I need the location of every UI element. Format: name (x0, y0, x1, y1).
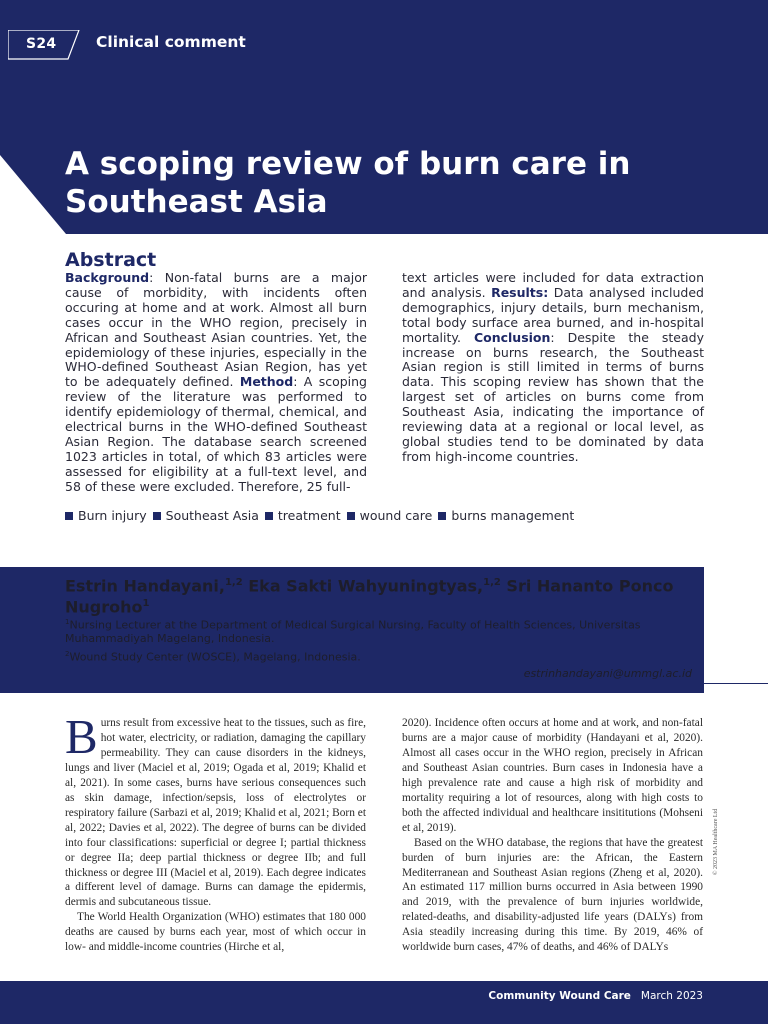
affiliation-mark: 1 (65, 618, 70, 626)
conclusion-text: : Despite the steady increase on burns research, the Southeast Asian region is still limited in terms of burns data. This scoping review has shown that the largest set of articles on burns come from Southeast Asia, indicating the importance of reviewing data at a regional or local level, as global studies tend to be dominated by data from high-income countries. (402, 329, 704, 464)
author-name: Estrin Handayani, (65, 576, 225, 596)
divider-line (704, 683, 768, 684)
header-corner-wedge (0, 155, 66, 234)
footer-text (488, 990, 703, 1002)
keyword-label: treatment (277, 508, 341, 523)
footer-band (0, 981, 768, 1024)
abstract-column-right (402, 271, 704, 465)
author-affiliation-mark: 1,2 (483, 577, 501, 588)
method-text: : A scoping review of the literature was performed to identify epidemiology of thermal, chemical, and electrical burns in the WHO-defined Southeast Asian Region. The database search screened 1023 articles in total, of which 83 articles were assessed for eligibility at a full-text level, and 58 of these were excluded. Therefore, 25 full- (65, 374, 367, 494)
keyword (153, 508, 259, 523)
article-title: A scoping review of burn care in Southeast Asia (65, 146, 631, 220)
keyword (347, 508, 433, 523)
body-paragraph: 2020). Incidence often occurs at home and at work, and non-fatal burns are a major cause of morbidity (Handayani et al, 2020). Almost all cases occur in the WHO region, precisely in African and Southeast Asian countries. Burn cases in Indonesia have a high prevalence rate and cause a high risk of morbidity and mortality requiring a lot of resources, along with high costs to both the affected individual and healthcare insititutions (Mohseni et al, 2019). (402, 717, 703, 834)
affiliation-2 (65, 648, 685, 664)
body-paragraph: Based on the WHO database, the regions that have the greatest burden of burn injuries are: the African, the Eastern Mediterranean and Southeast Asian regions (Zheng et al, 2020). An estimated 117 million burns occurred in Asia between 1990 and 2019, with the prevalence of burn injuries worldwide, related-deaths, and disability-adjusted life years (DALYs) from Asia steadily increasing during this time. By 2019, 46% of worldwide burn cases, 47% of deaths, and 46% of DALYs (402, 836, 703, 954)
affiliation-mark: 2 (65, 650, 70, 658)
copyright-notice: © 2023 MA Healthcare Ltd (713, 808, 719, 875)
keyword-label: Southeast Asia (165, 508, 259, 523)
abstract-continued-text: text articles were included for data extraction and analysis. (402, 270, 704, 300)
background-text: : Non-fatal burns are a major cause of morbidity, with incidents often occuring at home and at work. Almost all burn cases occur in the WHO region, precisely in African and Southeast Asian countries. Yet, the epidemiology of these injuries, especially in the WHO-defined Southeast Asian Region, has yet to be adequately defined. (65, 270, 367, 390)
square-bullet-icon (347, 512, 355, 520)
body-paragraph (65, 709, 366, 910)
drop-cap: B (65, 709, 98, 764)
journal-name: Community Wound Care (488, 990, 631, 1002)
conclusion-label: Conclusion (473, 329, 551, 345)
keyword (438, 508, 574, 523)
section-label: Clinical comment (96, 33, 246, 51)
square-bullet-icon (65, 512, 73, 520)
author-affiliation-mark: 1 (142, 598, 150, 610)
affiliation-text: Wound Study Center (WOSCE), Magelang, Indonesia. (69, 650, 361, 664)
square-bullet-icon (265, 512, 273, 520)
author-name: Eka Sakti Wahyuningtyas, (242, 576, 484, 596)
body-column-left (65, 709, 366, 955)
background-label: Background (65, 270, 150, 285)
keyword (265, 508, 341, 523)
page-number: S24 (26, 36, 57, 52)
square-bullet-icon (438, 512, 446, 520)
abstract-column-left (65, 271, 367, 495)
keyword-label: burns management (451, 508, 575, 523)
keyword-label: Burn injury (78, 508, 147, 523)
author-email[interactable]: estrinhandayani@ummgl.ac.id (523, 667, 692, 680)
body-paragraph: The World Health Organization (WHO) estimates that 180 000 deaths are caused by burns each year, most of which occur in low- and middle-income countries (Hirche et al, (65, 911, 366, 954)
affiliation-text: Nursing Lecturer at the Department of Medical Surgical Nursing, Faculty of Health Sciences, Universitas Muhammadiyah Magelang, Indonesia. (65, 618, 641, 645)
keyword (65, 508, 147, 523)
affiliation-1 (65, 616, 685, 645)
results-label: Results: (491, 284, 549, 300)
keywords-list (65, 508, 580, 523)
method-label: Method (239, 374, 294, 390)
body-column-right (402, 716, 703, 955)
author-affiliation-mark: 1,2 (224, 577, 243, 588)
abstract-heading: Abstract (65, 249, 157, 271)
square-bullet-icon (153, 512, 161, 520)
keyword-label: wound care (359, 508, 433, 523)
author-name: Sri Hananto Ponco Nugroho (65, 576, 674, 617)
author-list (65, 574, 685, 617)
results-text: Data analysed included demographics, injury details, burn mechanism, total body surface area burned, and in-hospital mortality. (402, 284, 704, 345)
body-text: urns result from excessive heat to the tissues, such as fire, hot water, electricity, or radiation, damaging the capillary permeability. They can cause disorders in the kidneys, lungs and liver (Maciel et al, 2019; Ogada et al, 2019; Khalid et al, 2021). In some cases, burns have serious consequences such as skin damage, infection/sepsis, loss of electrolytes or respiratory failure (Sarbazi et al, 2019; Khalid et al, 2021; Born et al, 2022; Davies et al, 2022). The degree of burns can be divided into four classifications: superficial or degree I; partial thickness or degree IIa; deep partial thickness or degree IIb; and full thickness or degree III (Maciel et al, 2019). Each degree indicates a different level of damage. Burns can damage the epidermis, dermis and subcutaneous tissue. (65, 717, 366, 909)
issue-date: March 2023 (640, 990, 703, 1002)
